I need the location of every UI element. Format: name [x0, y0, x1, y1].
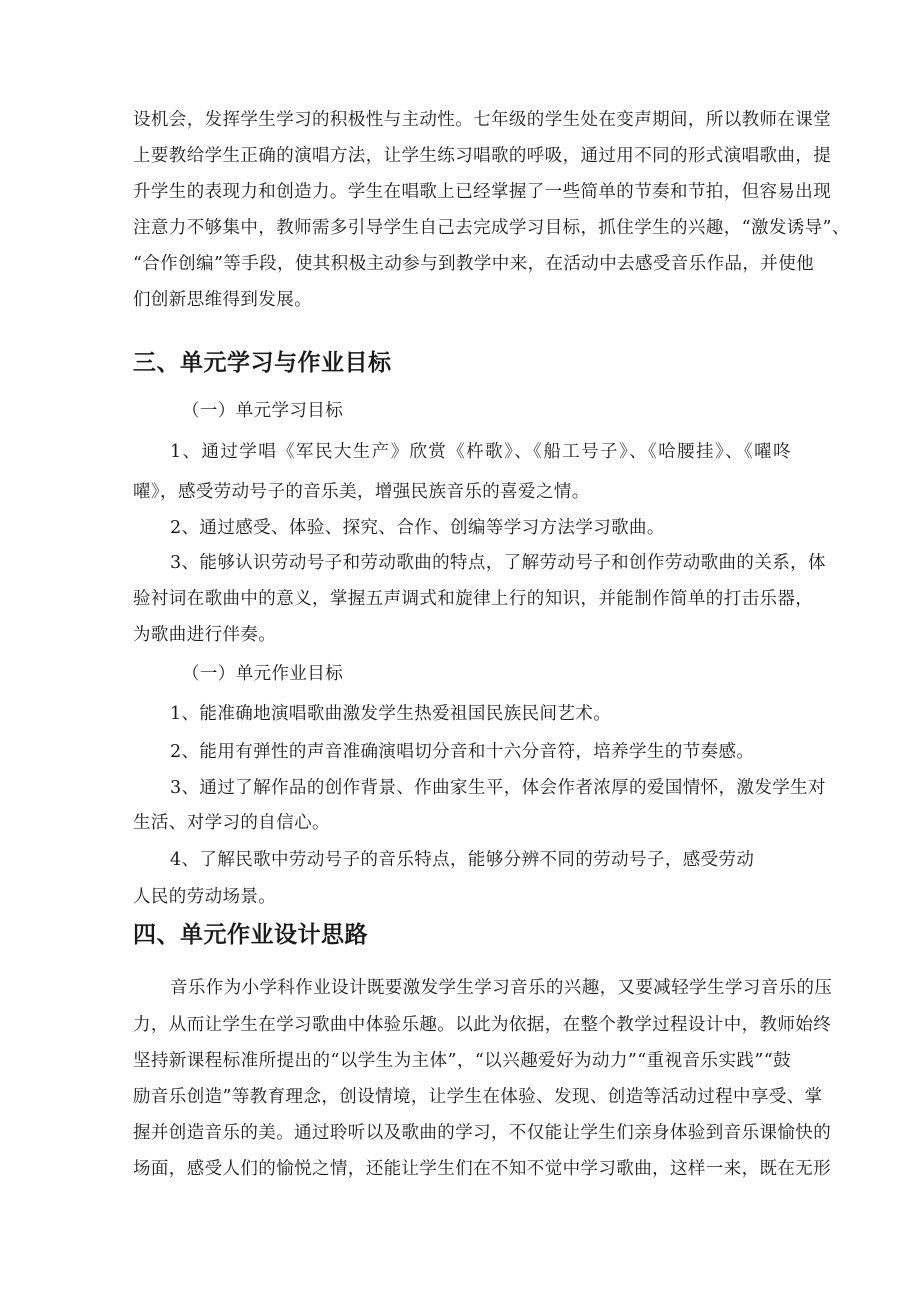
list-item: 2、通过感受、体验、探究、合作、创编等学习方法学习歌曲。: [170, 518, 665, 538]
text-line: 们创新思维得到发展。: [133, 290, 312, 310]
list-item-continuation: 为歌曲进行伴奏。: [133, 625, 277, 645]
list-item: 3、能够认识劳动号子和劳动歌曲的特点，了解劳动号子和创作劳动歌曲的关系，体: [170, 553, 826, 573]
list-item: 1、通过学唱《军民大生产》欣赏《杵歌》、《船工号子》、《哈腰挂》、《嚁咚: [170, 442, 791, 462]
section-heading: 四、单元作业设计思路: [133, 922, 368, 948]
text-line: 设机会，发挥学生学习的积极性与主动性。七年级的学生处在变声期间，所以教师在课堂: [133, 110, 832, 130]
text-line: 励音乐创造”等教育理念，创设情境，让学生在体验、发现、创造等活动过程中享受、掌: [133, 1087, 823, 1107]
list-item: 1、能准确地演唱歌曲激发学生热爱祖国民族民间艺术。: [170, 704, 612, 724]
text-line: “合作创编”等手段，使其积极主动参与到教学中来，在活动中去感受音乐作品，并使他: [133, 254, 814, 274]
text-line: 场面，感受人们的愉悦之情，还能让学生们在不知不觉中学习歌曲，这样一来，既在无形: [133, 1159, 832, 1179]
text-line: 上要教给学生正确的演唱方法，让学生练习唱歌的呼吸，通过用不同的形式演唱歌曲，提: [133, 146, 832, 166]
text-line: 升学生的表现力和创造力。学生在唱歌上已经掌握了一些简单的节奏和节拍，但容易出现: [133, 182, 832, 202]
list-item-continuation: 验衬词在歌曲中的意义，掌握五声调式和旋律上行的知识，并能制作简单的打击乐器，: [133, 589, 814, 609]
text-line: 握并创造音乐的美。通过聆听以及歌曲的学习，不仅能让学生们亲身体验到音乐课愉快的: [133, 1123, 832, 1143]
list-item: 4、了解民歌中劳动号子的音乐特点，能够分辨不同的劳动号子，感受劳动: [170, 850, 755, 870]
subsection-title: （一）单元学习目标: [182, 401, 344, 421]
section-heading: 三、单元学习与作业目标: [133, 350, 392, 376]
list-item-continuation: 人民的劳动场景。: [133, 887, 277, 907]
text-line: 力，从而让学生在学习歌曲中体验乐趣。以此为依据，在整个教学过程设计中，教师始终: [133, 1015, 832, 1035]
text-line: 坚持新课程标准所提出的“以学生为主体”，“以兴趣爱好为动力”“重视音乐实践”“鼓: [133, 1051, 791, 1071]
text-line: 注意力不够集中，教师需多引导学生自己去完成学习目标，抓住学生的兴趣，“激发诱导”、: [133, 218, 850, 238]
list-item: 3、通过了解作品的创作背景、作曲家生平，体会作者浓厚的爱国情怀，激发学生对: [170, 778, 826, 798]
list-item-continuation: 生活、对学习的自信心。: [133, 813, 330, 833]
list-item: 2、能用有弹性的声音准确演唱切分音和十六分音符，培养学生的节奏感。: [170, 742, 755, 762]
subsection-title: （一）单元作业目标: [182, 664, 344, 684]
list-item-continuation: 嚁》，感受劳动号子的音乐美，增强民族音乐的喜爱之情。: [133, 482, 590, 502]
text-line: 音乐作为小学科作业设计既要激发学生学习音乐的兴趣，又要减轻学生学习音乐的压: [170, 978, 833, 998]
